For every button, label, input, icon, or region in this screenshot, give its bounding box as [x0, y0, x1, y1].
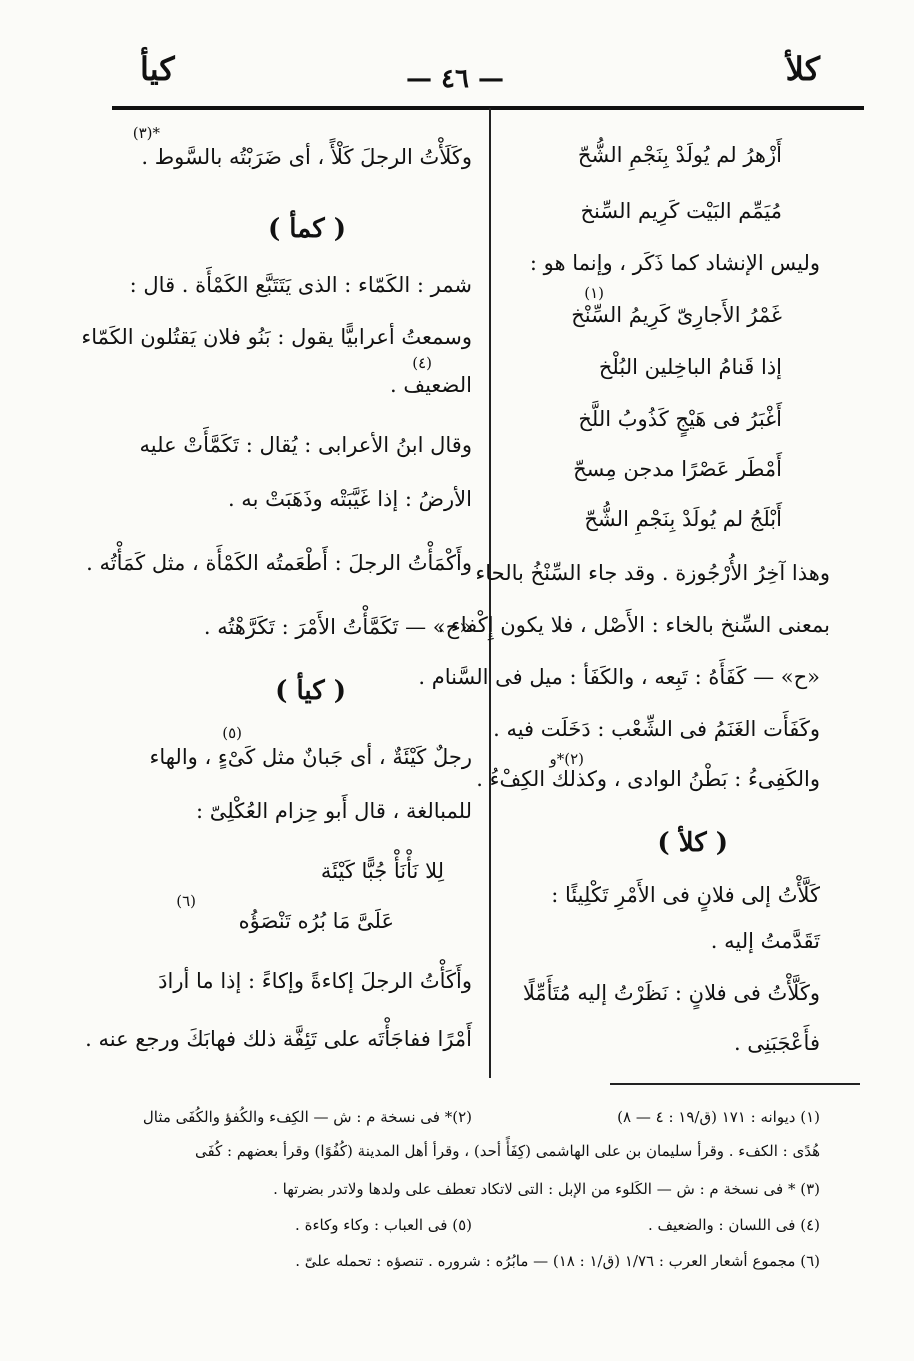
verse-line: أَمْطَر عَصْرًا مدجن مِسحّ: [573, 457, 782, 481]
text-line: والكَفِىءُ : بَطْنُ الوادى ، وكذلك الكِفْءُ .: [476, 767, 820, 791]
footnote: (٣) * فى نسخة م : ش — الكَلوء من الإبل : التى لاتكاد تعطف على ولدها ولاتدر بضرتها .: [273, 1180, 820, 1198]
footnote: (٥) فى العباب : وكاء وكاءة .: [295, 1216, 472, 1234]
header-right-word: كلأ: [785, 50, 820, 88]
verse-line: غَمْرُ الأَجارِىّ كَرِيمُ السِّنْخ: [571, 303, 782, 327]
text-line: وأَكَأْتُ الرجلَ إكاءةً وإكاءً : إذا ما أرادَ: [158, 969, 472, 993]
text-line: «ح» — كَفَأَهُ : تَبِعه ، والكَفَأ : ميل فى السَّنام .: [418, 665, 820, 689]
text-line: «ح» — تَكَمَّأْتُ الأَمْرَ : تَكَرَّهْتُه .: [203, 615, 472, 639]
verse-line: أَبْلَجُ لم يُولَدْ بِنَجْمِ الشُّحّ: [584, 507, 782, 531]
verse-line: عَلَىَّ مَا بُرُه تَنْصَؤُه: [238, 909, 394, 933]
column-divider: [489, 108, 491, 1078]
header-left-word: كيأ: [140, 50, 175, 88]
footnote: (٤) فى اللسان : والضعيف .: [647, 1216, 820, 1234]
text-line: الأرضُ : إذا غَيَّبَتْه وذَهَبَتْ به .: [227, 487, 472, 511]
note-mark: (٣)*: [132, 124, 160, 142]
text-line: رجلٌ كَيْئَةٌ ، أى جَبانٌ مثل كَىْءٍ ، والهاء: [149, 745, 472, 769]
text-line: وقال ابنُ الأعرابى : يُقال : تَكَمَّأَتْ عليه: [139, 433, 472, 457]
text-line: بمعنى السِّنخ بالخاء : الأَصْل ، فلا يكون إِكْفاء .: [437, 613, 830, 637]
verse-line: أَزْهرُ لم يُولَدْ بِنَجْمِ الشُّحّ: [577, 143, 782, 167]
footnote: (٦) مجموع أشعار العرب : ١/٧٦ (ق/١ : ١٨) — مابُرُه : شروره . تنصؤه : تحمله علىّ .: [295, 1252, 820, 1270]
footnote-rule: [610, 1083, 860, 1085]
footnote: هُدًى : الكفء . وقرأ سليمان بن على الهاشمى (كِفَأً أحد) ، وقرأ أهل المدينة (كُفُوًا) وقرأ بعضهم : كُفَى: [195, 1142, 820, 1160]
verse-line: إذا قَنامُ الباخِلين البُلْخ: [598, 355, 782, 379]
text-line: للمبالغة ، قال أَبو حِزام العُكْلِىّ :: [196, 799, 472, 823]
text-line: تَقَدَّمتُ إليه .: [710, 929, 820, 953]
text-line: وسمعتُ أعرابيًّا يقول : بَنُو فلان يَقتُلون الكَمّاء: [81, 325, 472, 349]
verse-line: مُيَمِّم البَيْت كَرِيم السِّنخ: [580, 199, 782, 223]
header-rule: [112, 106, 864, 110]
footnote: (٢)* فى نسخة م : ش — الكِفء والكُفؤ والكُفَى مثال: [142, 1108, 472, 1126]
text-line: وهذا آخِرُ الأُرْجُوزة . وقد جاء السِّنْخُ بالحاء: [475, 561, 830, 585]
text-line: كَلَّأْتُ إلى فلانٍ فى الأَمْرِ تَكْلِيئًا :: [551, 883, 820, 907]
text-line: وكَفَأَت الغَنَمُ فى الشِّعْب : دَخَلَت فيه .: [493, 717, 820, 741]
verse-line: أَغْبَرُ فى هَيْجٍ كَذُوبُ اللَّخ: [578, 407, 782, 431]
note-mark: (٤): [412, 354, 432, 372]
text-line: وكَلَأْتُ الرجلَ كَلْأً ، أى ضَرَبْتُه بالسَّوط .: [141, 145, 472, 169]
note-mark: (١): [584, 284, 604, 302]
note-mark: (٢)*و: [549, 750, 584, 768]
text-line: الضعيف .: [389, 373, 472, 397]
section-title-kala: ( كلأ ): [657, 828, 728, 858]
page-number: — ٤٦ —: [405, 64, 505, 94]
text-line: أَمْرًا ففاجَأْتَه على تَئِفَّة ذلك فهابَكَ ورجع عنه .: [85, 1027, 472, 1051]
text-line: وكَلَّأْتُ فى فلانٍ : نَظَرْتُ إليه مُتَأَمِّلًا: [522, 981, 820, 1005]
section-title-kama: ( كمأ ): [267, 214, 346, 244]
text-line: شمر : الكَمّاء : الذى يَتَتَبَّع الكَمْأَة . قال :: [129, 273, 472, 297]
section-title-kaya: ( كيأ ): [275, 676, 346, 706]
text-line: فأَعْجَبَنِى .: [733, 1031, 820, 1055]
verse-line: لِلا نَأْنَأْ جُبًّا كَيْئَة: [320, 859, 444, 883]
note-mark: (٦): [176, 892, 196, 910]
text-line: وليس الإنشاد كما ذَكَر ، وإنما هو :: [529, 251, 820, 275]
footnote: (١) ديوانه : ١٧١ (ق/١٩ : ٤ — ٨): [617, 1108, 820, 1126]
text-line: وأَكْمَأْتُ الرجلَ : أَطْعَمتُه الكَمْأَة ، مثل كَمَأْتُه .: [86, 551, 472, 575]
note-mark: (٥): [222, 724, 242, 742]
